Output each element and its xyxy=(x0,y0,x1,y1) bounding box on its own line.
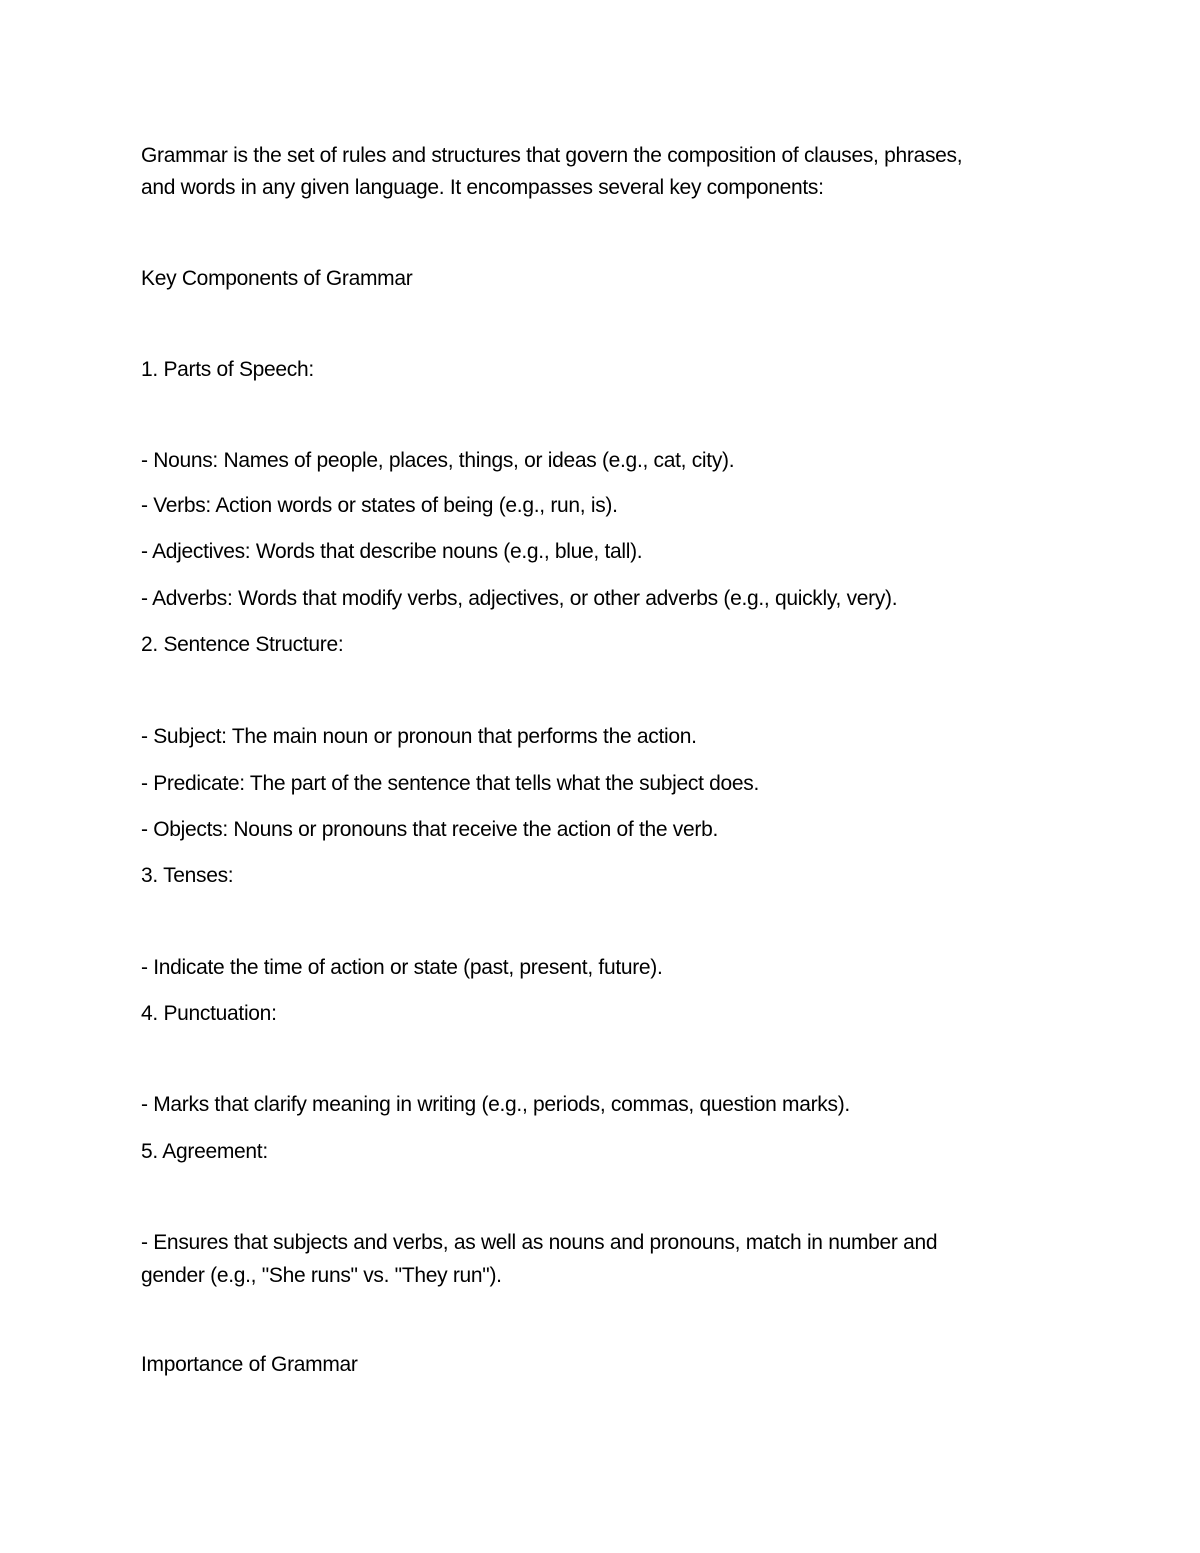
list-item-agreement-line-2: gender (e.g., "She runs" vs. "They run"). xyxy=(141,1264,502,1287)
list-item-adjectives: - Adjectives: Words that describe nouns (e.g., blue, tall). xyxy=(141,540,643,563)
section-title-parts-of-speech: 1. Parts of Speech: xyxy=(141,358,314,381)
intro-paragraph-line-2: and words in any given language. It encompasses several key components: xyxy=(141,176,824,199)
list-item-predicate: - Predicate: The part of the sentence that tells what the subject does. xyxy=(141,772,760,795)
section-title-sentence-structure: 2. Sentence Structure: xyxy=(141,633,344,656)
list-item-subject: - Subject: The main noun or pronoun that performs the action. xyxy=(141,725,697,748)
list-item-verbs: - Verbs: Action words or states of being (e.g., run, is). xyxy=(141,494,618,517)
list-item-objects: - Objects: Nouns or pronouns that receive the action of the verb. xyxy=(141,818,718,841)
section-title-tenses: 3. Tenses: xyxy=(141,864,234,887)
heading-importance: Importance of Grammar xyxy=(141,1353,358,1376)
list-item-nouns: - Nouns: Names of people, places, things, or ideas (e.g., cat, city). xyxy=(141,449,735,472)
list-item-agreement-line-1: - Ensures that subjects and verbs, as well as nouns and pronouns, match in number and xyxy=(141,1231,938,1254)
intro-paragraph-line-1: Grammar is the set of rules and structures that govern the composition of clauses, phrases, xyxy=(141,144,963,167)
section-title-agreement: 5. Agreement: xyxy=(141,1140,268,1163)
list-item-adverbs: - Adverbs: Words that modify verbs, adjectives, or other adverbs (e.g., quickly, very). xyxy=(141,587,898,610)
section-title-punctuation: 4. Punctuation: xyxy=(141,1002,277,1025)
list-item-tenses: - Indicate the time of action or state (past, present, future). xyxy=(141,956,663,979)
heading-key-components: Key Components of Grammar xyxy=(141,267,413,290)
list-item-punctuation: - Marks that clarify meaning in writing (e.g., periods, commas, question marks). xyxy=(141,1093,850,1116)
